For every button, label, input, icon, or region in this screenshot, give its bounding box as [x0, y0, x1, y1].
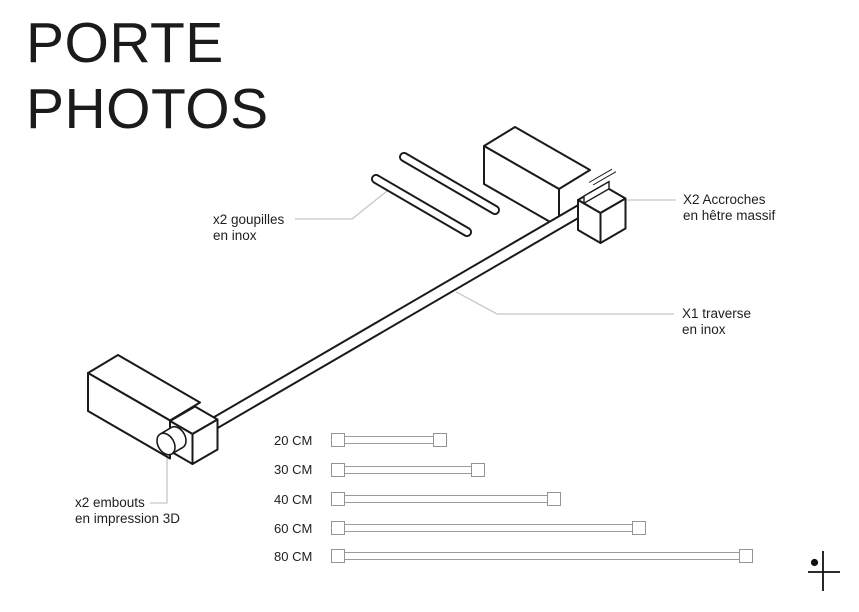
callout-accroches: [683, 192, 775, 224]
size-bar-left-cap: [331, 492, 345, 506]
page-title-line1: PORTE: [26, 11, 224, 75]
size-bar-rod: [343, 495, 549, 503]
size-bar-rod: [343, 466, 473, 474]
size-bar-right-cap: [433, 433, 447, 447]
size-bar-rod: [343, 524, 634, 532]
size-bar-rod: [343, 436, 435, 444]
size-bar-right-cap: [632, 521, 646, 535]
size-bar-right-cap: [547, 492, 561, 506]
callout-goupilles-line1: x2 goupilles: [213, 212, 285, 227]
size-bar-right-cap: [471, 463, 485, 477]
size-bar-left-cap: [331, 521, 345, 535]
size-label-40cm: 40 CM: [274, 492, 313, 507]
size-label-20cm: 20 CM: [274, 433, 313, 448]
callout-accroches-line2: en hêtre massif: [683, 208, 776, 224]
callout-traverse-line1: X1 traverse: [682, 306, 752, 321]
goupille-pins: [376, 157, 495, 232]
callout-traverse: [682, 306, 751, 338]
size-bar-left-cap: [331, 549, 345, 563]
size-bar-30cm: [331, 463, 485, 477]
callout-embouts-line2: en impression 3D: [75, 511, 181, 527]
size-bar-rod: [343, 552, 741, 560]
size-bar-60cm: [331, 521, 646, 535]
size-bar-80cm: [331, 549, 753, 563]
registration-mark-icon: [808, 551, 840, 591]
callout-embouts: [75, 495, 180, 527]
callout-goupilles-line2: en inox: [213, 228, 257, 244]
registration-dot: [811, 559, 818, 566]
callout-traverse-line2: en inox: [682, 322, 726, 338]
size-label-60cm: 60 CM: [274, 521, 313, 536]
callout-goupilles: [213, 212, 284, 244]
callout-embouts-line1: x2 embouts: [75, 495, 145, 510]
size-label-80cm: 80 CM: [274, 549, 313, 564]
size-bar-20cm: [331, 433, 447, 447]
size-bar-right-cap: [739, 549, 753, 563]
accroche-top-right-jaw: [578, 186, 626, 244]
leader-line-traverse: [456, 292, 674, 314]
size-bar-left-cap: [331, 463, 345, 477]
size-bar-40cm: [331, 492, 561, 506]
leader-line-goupilles: [295, 191, 387, 219]
callout-accroches-line1: X2 Accroches: [683, 192, 766, 207]
size-bar-left-cap: [331, 433, 345, 447]
page-title-line2: PHOTOS: [26, 77, 269, 141]
size-label-30cm: 30 CM: [274, 462, 313, 477]
